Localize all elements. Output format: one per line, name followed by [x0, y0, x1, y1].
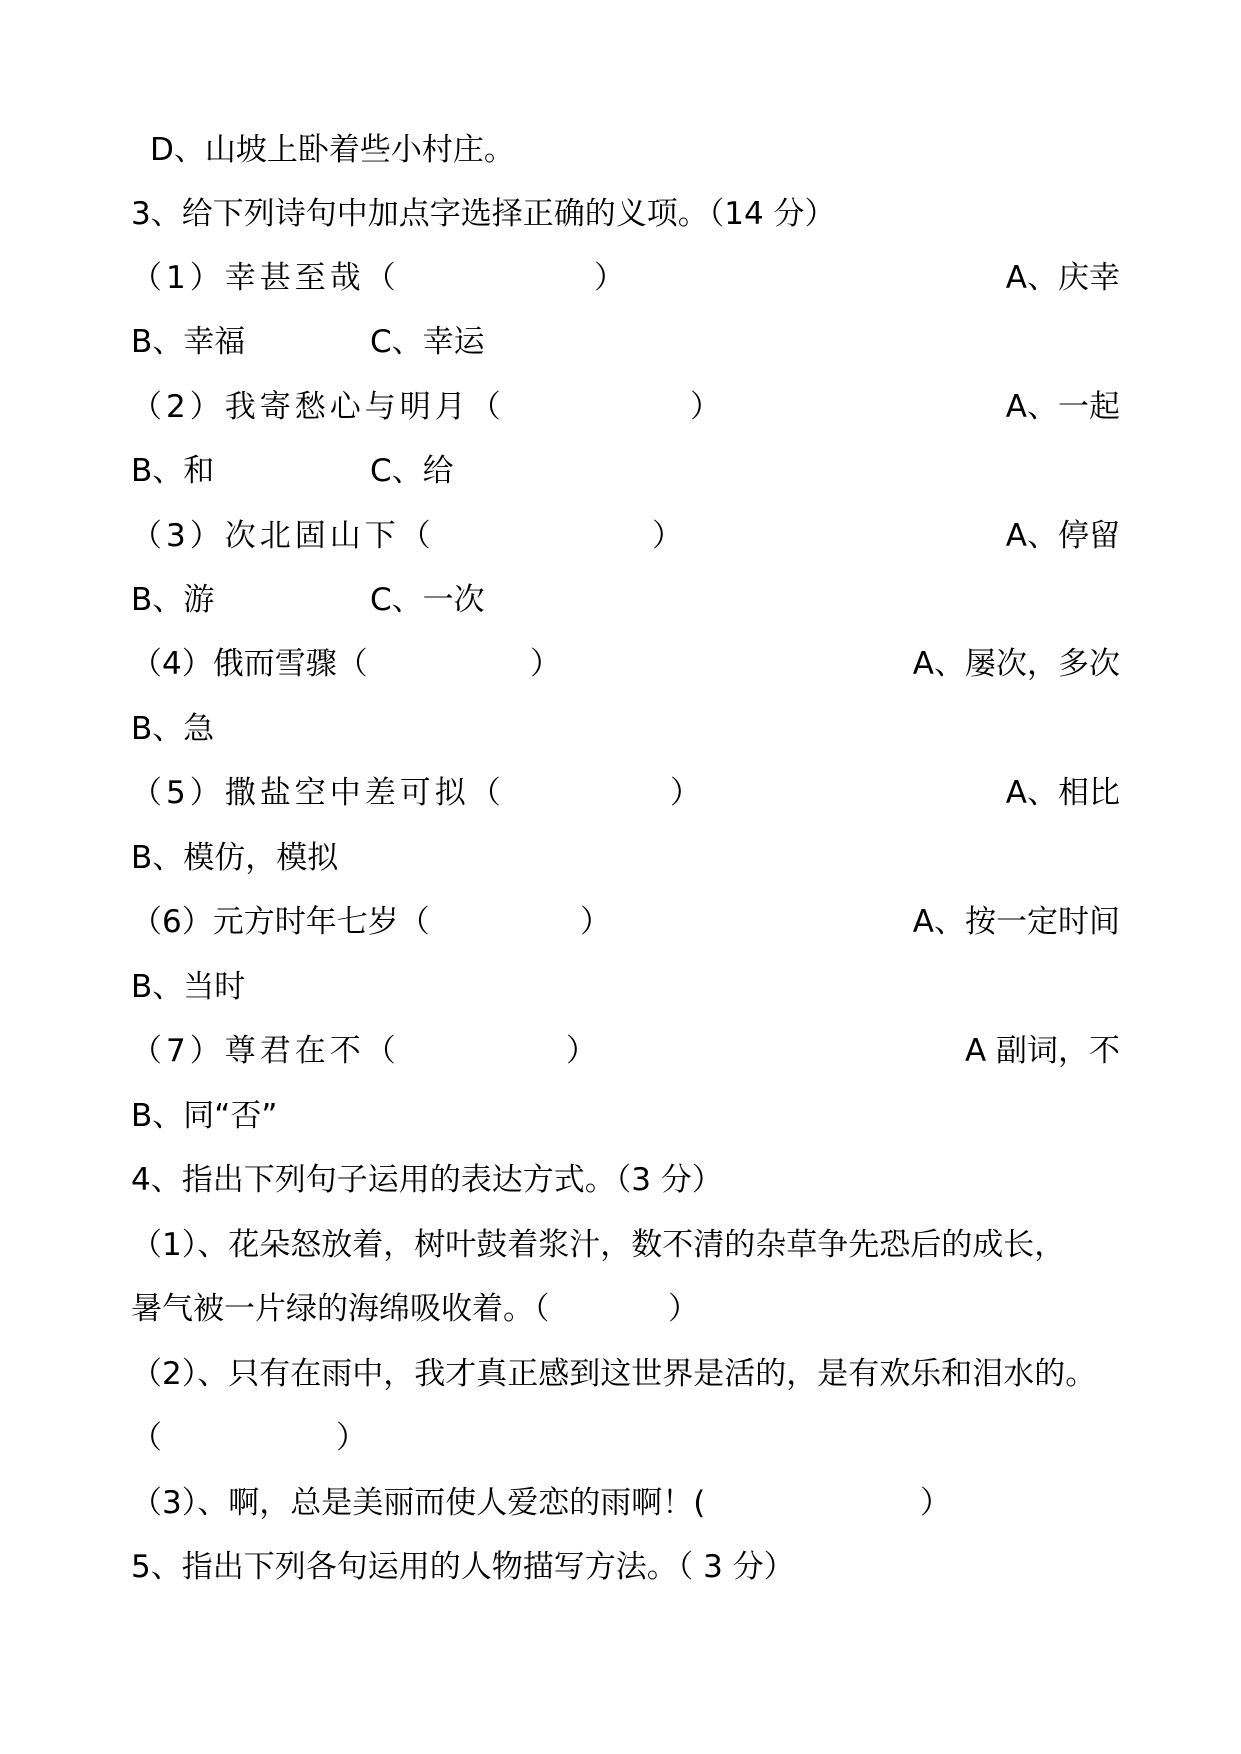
q3-item-7-option-a: A 副词，不	[964, 1033, 1120, 1069]
q5-heading: 5、指出下列各句运用的人物描写方法。（ 3 分）	[131, 1549, 795, 1585]
q3-item-6-close: ）	[580, 904, 611, 940]
q3-item-6-stem: （6）元方时年七岁（	[131, 904, 430, 940]
q3-item-1-close: ）	[594, 260, 625, 296]
q3-heading: 3、给下列诗句中加点字选择正确的义项。（14 分）	[131, 196, 836, 232]
q4-sentence-1-close: ）	[668, 1291, 699, 1327]
q4-sentence-1-line-2: 暑气被一片绿的海绵吸收着。（	[131, 1291, 550, 1327]
q3-item-5-option-b: B、模仿，模拟	[131, 840, 339, 876]
q3-item-5-option-a: A、相比	[1005, 775, 1120, 811]
q2-option-d: D、山坡上卧着些小村庄。	[150, 132, 515, 168]
q3-item-3-option-c: C、一次	[370, 582, 485, 618]
q3-item-4-close: ）	[530, 646, 561, 682]
q3-item-4-stem: （4）俄而雪骤（	[131, 646, 368, 682]
q4-heading: 4、指出下列句子运用的表达方式。（3 分）	[131, 1162, 723, 1198]
q3-item-3-option-a: A、停留	[1005, 518, 1120, 554]
q3-item-1-option-b: B、幸福	[131, 324, 246, 360]
q3-item-5-stem: （5）撒盐空中差可拟（	[131, 775, 505, 811]
q3-item-2-option-a: A、一起	[1005, 389, 1120, 425]
q3-item-6-option-b: B、当时	[131, 969, 246, 1005]
q3-item-1-option-c: C、幸运	[370, 324, 485, 360]
q3-item-6-option-a: A、按一定时间	[912, 904, 1120, 940]
q3-item-7-close: ）	[566, 1033, 597, 1069]
q3-item-3-stem: （3）次北固山下（	[131, 518, 435, 554]
q4-sentence-1-line-1: （1）、花朵怒放着，树叶鼓着浆汁，数不清的杂草争先恐后的成长，	[131, 1227, 1066, 1263]
q3-item-4-option-b: B、急	[131, 711, 215, 747]
q3-item-2-option-c: C、给	[370, 453, 454, 489]
q3-item-2-stem: （2）我寄愁心与明月（	[131, 389, 505, 425]
q3-item-7-stem: （7）尊君在不（	[131, 1033, 400, 1069]
q3-item-1-option-a: A、庆幸	[1005, 260, 1120, 296]
q4-sentence-2-close: ）	[336, 1420, 367, 1456]
q3-item-3-close: ）	[652, 518, 683, 554]
q4-sentence-3-close: ）	[920, 1485, 951, 1521]
q3-item-7-option-b: B、同“否”	[131, 1098, 278, 1134]
q3-item-4-option-a: A、屡次，多次	[912, 646, 1120, 682]
q4-sentence-2-open: （	[131, 1420, 162, 1456]
q3-item-3-option-b: B、游	[131, 582, 215, 618]
q4-sentence-3: （3）、啊，总是美丽而使人爱恋的雨啊！(	[131, 1485, 706, 1521]
q3-item-1-stem: （1）幸甚至哉（	[131, 260, 400, 296]
q3-item-2-option-b: B、和	[131, 453, 215, 489]
q4-sentence-2-line-1: （2）、只有在雨中，我才真正感到这世界是活的，是有欢乐和泪水的。	[131, 1356, 1097, 1392]
q3-item-2-close: ）	[690, 389, 721, 425]
q3-item-5-close: ）	[670, 775, 701, 811]
